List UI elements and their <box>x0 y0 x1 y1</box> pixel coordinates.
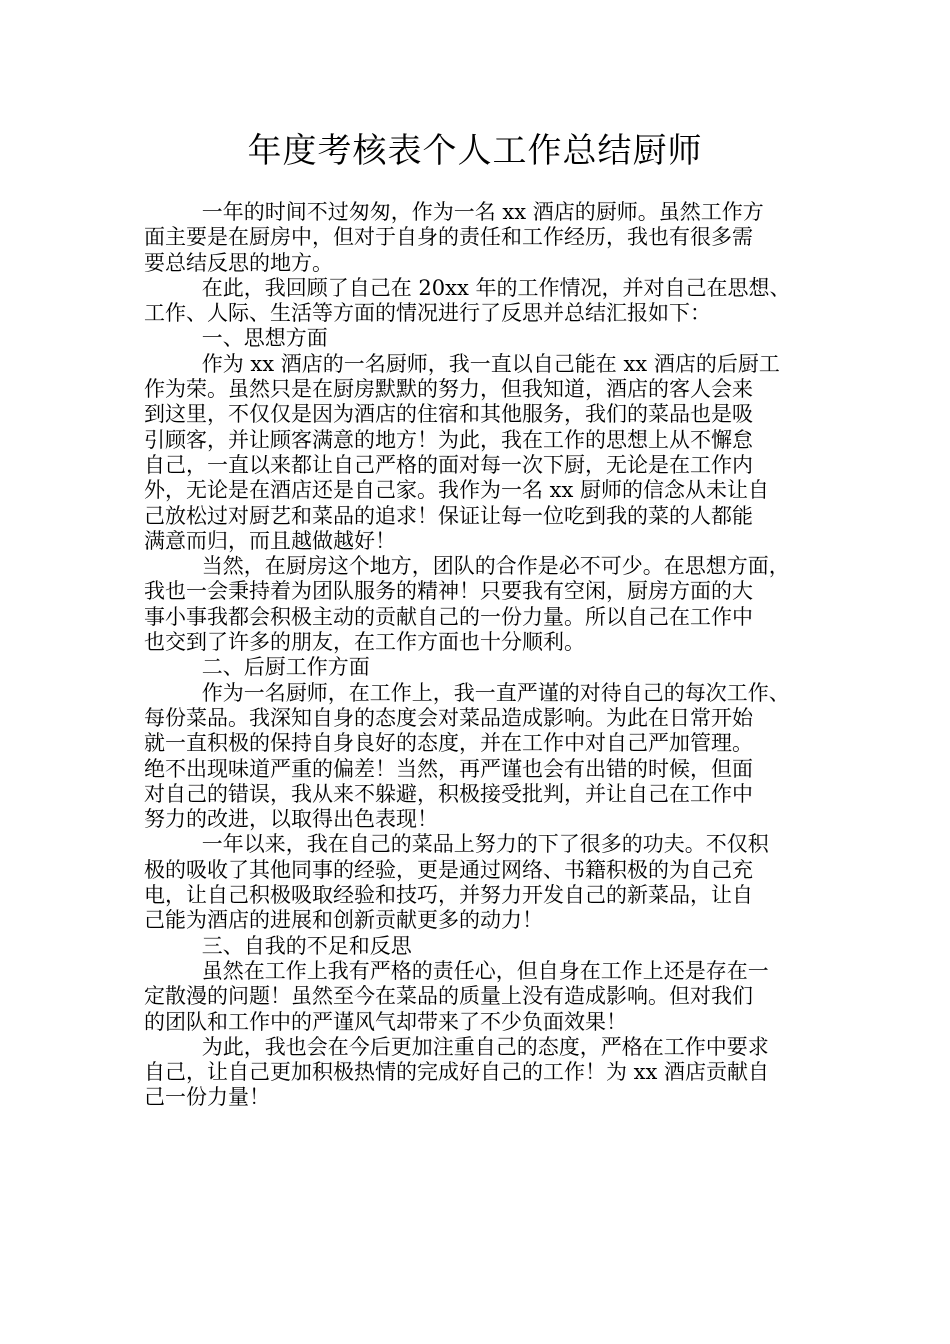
document-title: 年度考核表个人工作总结厨师 <box>247 131 703 171</box>
paragraph-intro: 一年的时间不过匆匆，作为一名 xx 酒店的厨师。虽然工作方 面主要是在厨房中，但对于自身的责任和工作经历，我也有很多需 要总结反思的地方。 <box>144 200 764 275</box>
paragraph-reflection-1: 虽然在工作上我有严格的责任心，但自身在工作上还是存在一 定散漫的问题！虽然至今在菜品的质量上没有造成影响。但对我们 的团队和工作中的严谨风气却带来了不少负面效果！ <box>144 958 769 1034</box>
section-heading-reflection: 三、自我的不足和反思 <box>201 933 412 958</box>
paragraph-kitchen-work-1: 作为一名厨师，在工作上，我一直严谨的对待自己的每次工作、 每份菜品。我深知自身的态度会对菜品造成影响。为此在日常开始 就一直积极的保持自身良好的态度，并在工作中对自己严加管理。 绝不出现味道严重的偏差！当然，再严谨也会有出错的时候，但面 对自己的错误，我从来不躲避，积极接受批判，并让自己在工作中 努力的改进，以取得出色表现！ <box>144 680 790 832</box>
paragraph-thought-1: 作为 xx 酒店的一名厨师，我一直以自己能在 xx 酒店的后厨工 作为荣。虽然只是在厨房默默的努力，但我知道，酒店的客人会来 到这里，不仅仅是因为酒店的住宿和其他服务，我们的菜品也是吸 引顾客，并让顾客满意的地方！为此，我在工作的思想上从不懈怠 自己，一直以来都让自己严格的面对每一次下厨，无论是在工作内 外，无论是在酒店还是自己家。我作为一名 xx 厨师的信念从未让自 己放松过对厨艺和菜品的追求！保证让每一位吃到我的菜的人都能 满意而归，而且越做越好！ <box>144 351 780 553</box>
paragraph-thought-2: 当然，在厨房这个地方，团队的合作是必不可少。在思想方面， 我也一会秉持着为团队服务的精神！只要我有空闲，厨房方面的大 事小事我都会积极主动的贡献自己的一份力量。所以自己在工作中 也交到了许多的朋友，在工作方面也十分顺利。 <box>144 554 790 655</box>
section-heading-kitchen-work: 二、后厨工作方面 <box>201 655 370 680</box>
paragraph-reflection-2: 为此，我也会在今后更加注重自己的态度，严格在工作中要求 自己，让自己更加积极热情的完成好自己的工作！为 xx 酒店贡献自 己一份力量！ <box>144 1034 770 1110</box>
section-heading-thought: 一、思想方面 <box>201 326 328 351</box>
paragraph-kitchen-work-2: 一年以来，我在自己的菜品上努力的下了很多的功夫。不仅积 极的吸收了其他同事的经验，更是通过网络、书籍积极的为自己充 电，让自己积极吸取经验和技巧，并努力开发自己的新菜品，让自 己能为酒店的进展和创新贡献更多的动力！ <box>144 832 769 933</box>
document-body <box>144 200 824 1111</box>
paragraph-overview: 在此，我回顾了自己在 20xx 年的工作情况，并对自己在思想、 工作、人际、生活等方面的情况进行了反思并总结汇报如下： <box>144 275 791 326</box>
